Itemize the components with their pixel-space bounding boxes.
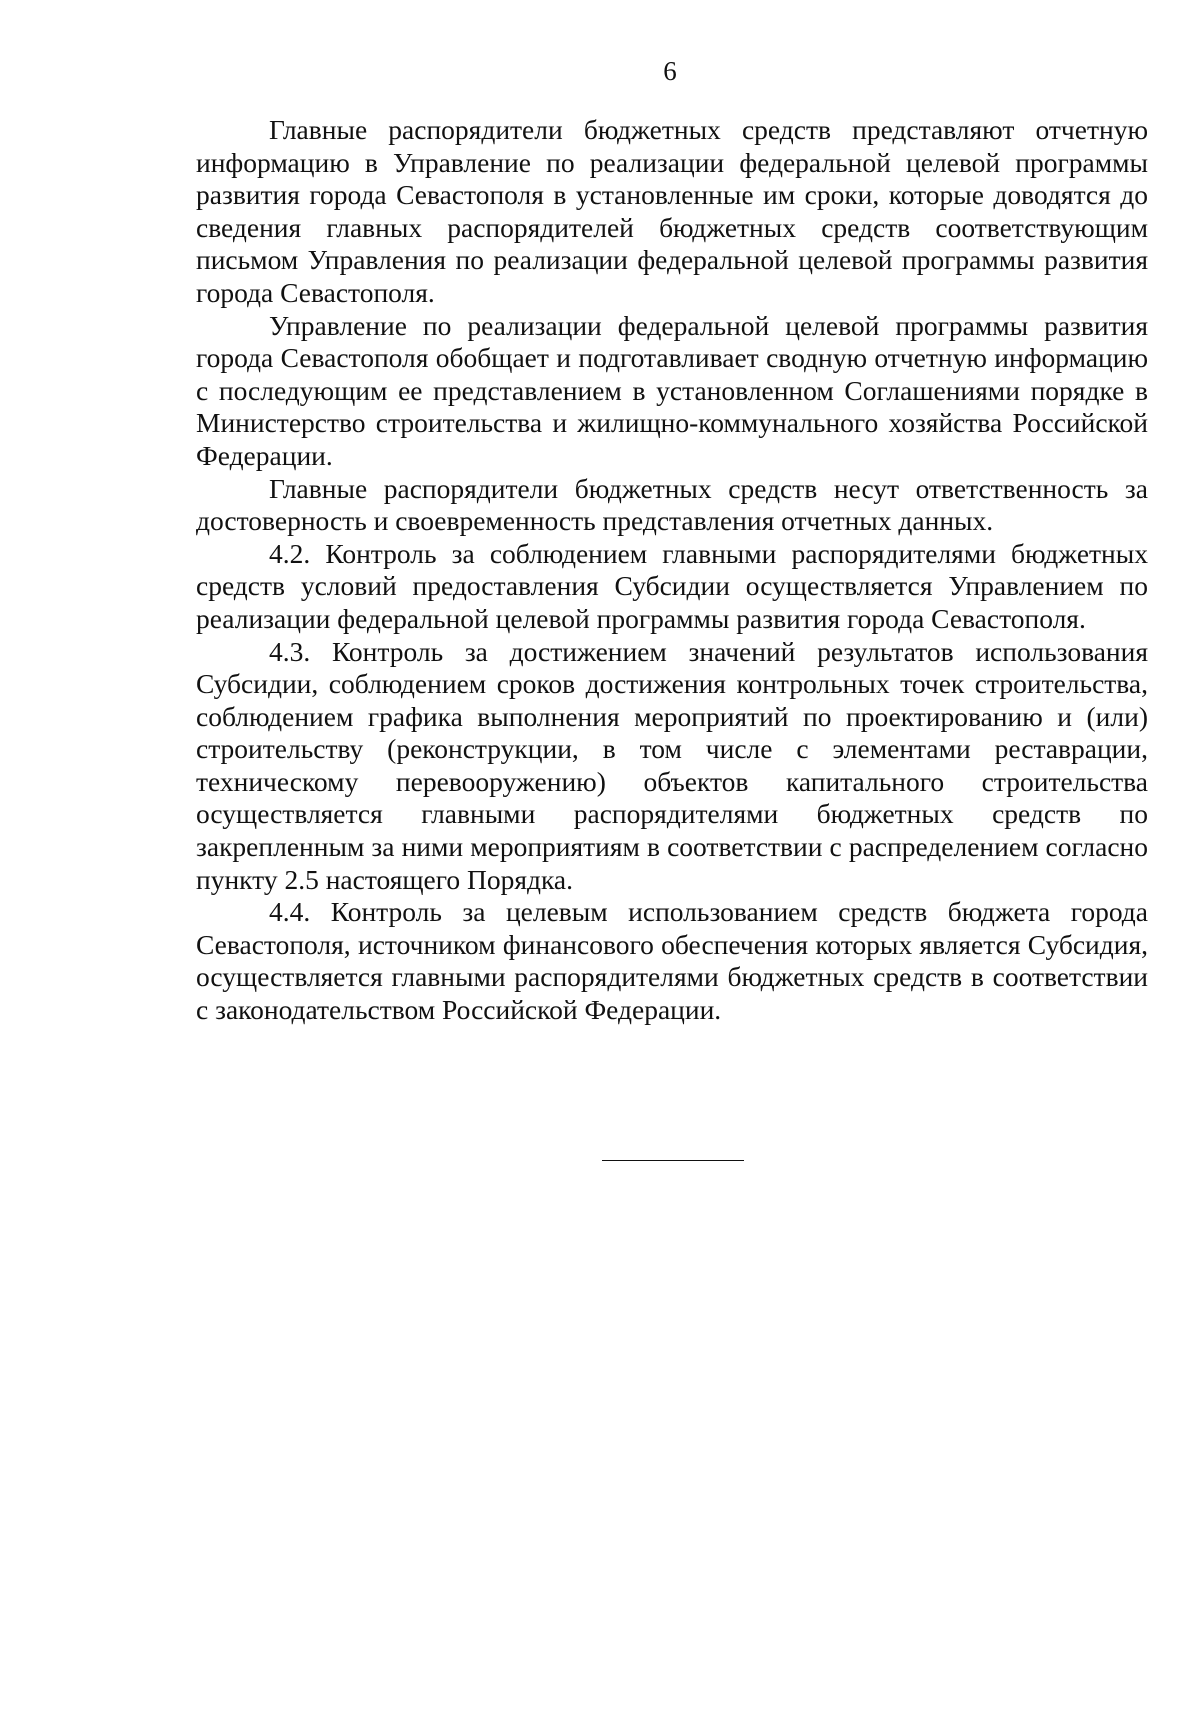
paragraph-clause-4-4: 4.4. Контроль за целевым использованием средств бюджета города Севастополя, источником финансового обеспечения которых является Субсидия, осуществляется главными распорядителями бюджетных средств в соответствии с законодательством Российской Федерации. xyxy=(196,896,1148,1026)
paragraph-responsibility: Главные распорядители бюджетных средств несут ответственность за достоверность и своевременность представления отчетных данных. xyxy=(196,472,1148,537)
paragraph-clause-4-3: 4.3. Контроль за достижением значений результатов использования Субсидии, соблюдением сроков достижения контрольных точек строительства, соблюдением графика выполнения мероприятий по проектированию и (или) строительству (реконструкции, в том числе с элементами реставрации, техническому перевооружению) объектов капитального строительства осуществляется главными распорядителями бюджетных средств по закрепленным за ними мероприятиям в соответствии с распределением согласно пункту 2.5 настоящего Порядка. xyxy=(196,635,1148,895)
paragraph-reporting-info: Главные распорядители бюджетных средств представляют отчетную информацию в Управление по реализации федеральной целевой программы развития города Севастополя в установленные им сроки, которые доводятся до сведения главных распорядителей бюджетных средств соответствующим письмом Управления по реализации федеральной целевой программы развития города Севастополя. xyxy=(196,114,1148,308)
paragraph-summary-report: Управление по реализации федеральной целевой программы развития города Севастополя обобщает и подготавливает сводную отчетную информацию с последующим ее представлением в установленном Соглашениями порядке в Министерство строительства и жилищно-коммунального хозяйства Российской Федерации. xyxy=(196,309,1148,471)
page-number: 6 xyxy=(663,56,677,86)
paragraph-clause-4-2: 4.2. Контроль за соблюдением главными распорядителями бюджетных средств условий предоставления Субсидии осуществляется Управлением по реализации федеральной целевой программы развития города Севастополя. xyxy=(196,537,1148,634)
end-of-document-rule xyxy=(602,1160,744,1161)
document-body xyxy=(196,114,1148,1027)
